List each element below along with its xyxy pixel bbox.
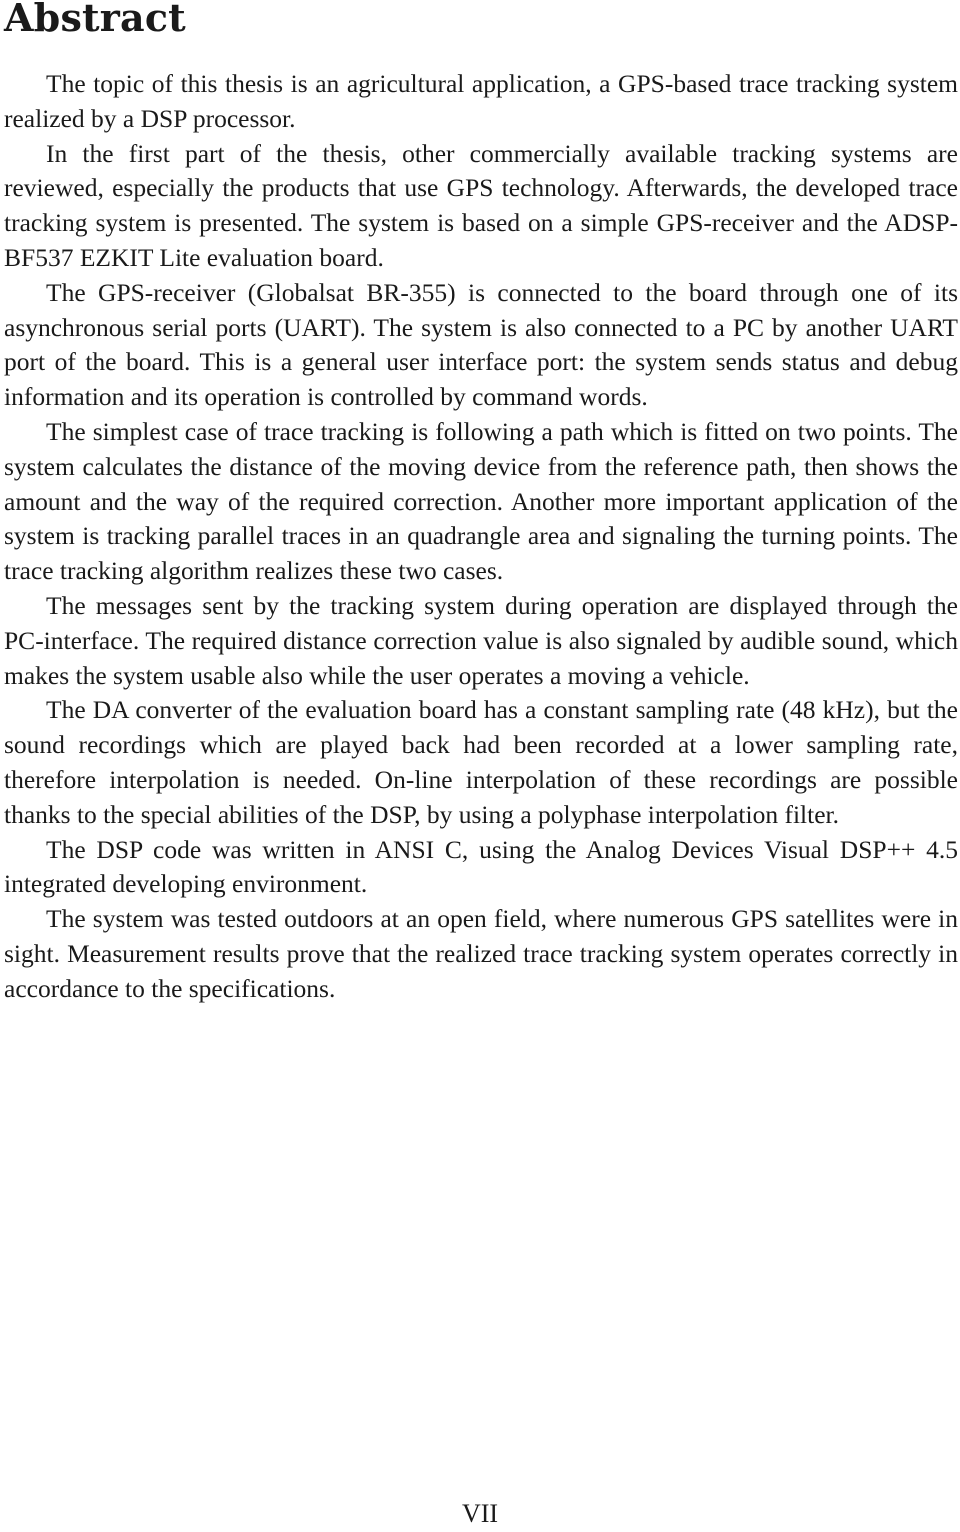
page-number: VII [461,1499,499,1528]
paragraph: The GPS-receiver (Globalsat BR-355) is connected to the board through one of its asynchronous serial ports (UART). The system is also connected to a PC by another UART port of the board. This is a general user interface port: the system sends status and debug information and its operation is controlled by command words. [4,277,958,412]
paragraph: The topic of this thesis is an agricultural application, a GPS-based trace tracking system realized by a DSP processor. [4,69,958,133]
paragraph: The simplest case of trace tracking is following a path which is fitted on two points. The system calculates the distance of the moving device from the reference path, then shows the amount and the way of the required correction. Another more important application of the system is tracking parallel traces in an quadrangle area and signaling the turning points. The trace tracking algorithm realizes these two cases. [4,416,958,586]
page-title: Abstract [4,0,186,40]
paragraph: The messages sent by the tracking system during operation are displayed through the PC-interface. The required distance correction value is also signaled by audible sound, which makes the system usable also while the user operates a moving a vehicle. [4,590,958,690]
paragraph: The DA converter of the evaluation board has a constant sampling rate (48 kHz), but the sound recordings which are played back had been recorded at a lower sampling rate, therefore interpolation is needed. On-line interpolation of these recordings are possible thanks to the special abilities of the DSP, by using a polyphase interpolation filter. [4,695,958,829]
paragraph: The system was tested outdoors at an open field, where numerous GPS satellites were in sight. Measurement results prove that the realized trace tracking system operates correctly in accordance to the specifications. [4,904,958,1003]
paragraph: In the first part of the thesis, other commercially available tracking systems are reviewed, especially the products that use GPS technology. Afterwards, the developed trace tracking system is presented. The system is based on a simple GPS-receiver and the ADSP-BF537 EZKIT Lite evaluation board. [4,138,958,272]
paragraph: The DSP code was written in ANSI C, using the Analog Devices Visual DSP++ 4.5 integrated developing environment. [4,834,958,899]
abstract-body [4,67,958,1007]
